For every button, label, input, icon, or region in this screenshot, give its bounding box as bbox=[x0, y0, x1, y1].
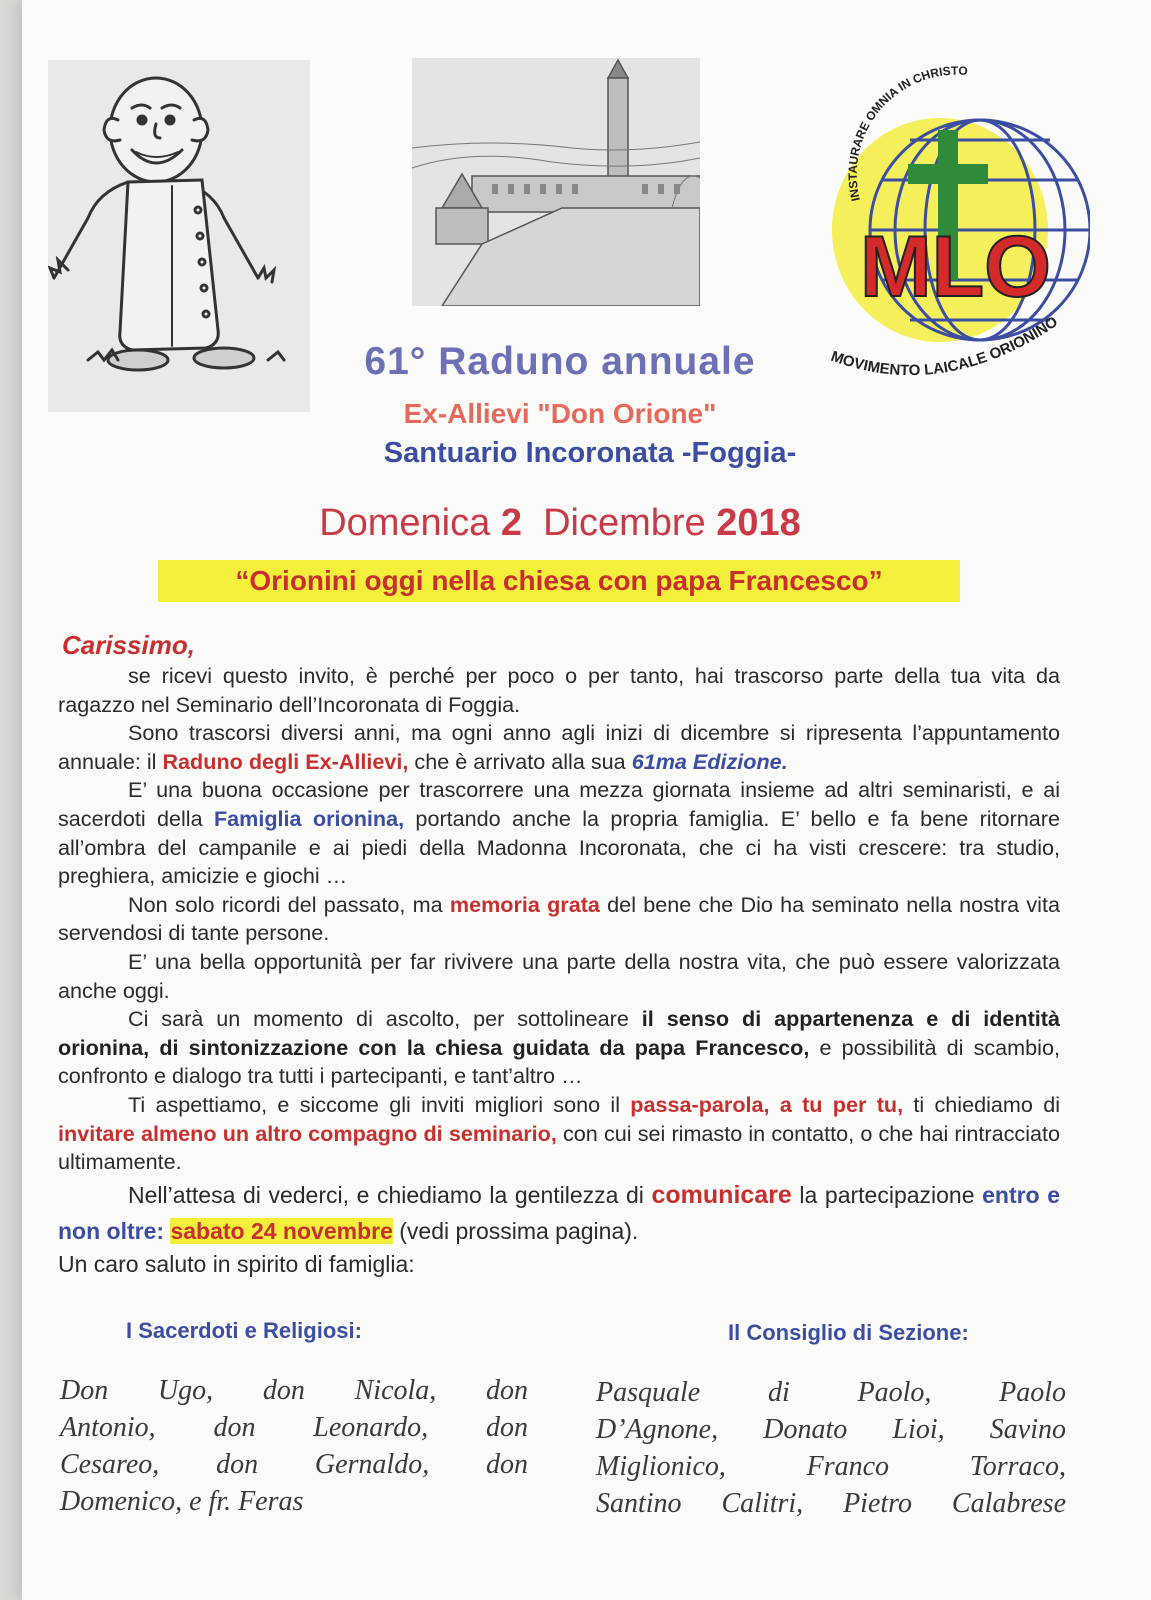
letter-body bbox=[58, 662, 1060, 1279]
event-subtitle: Ex-Allievi "Don Orione" bbox=[403, 398, 717, 429]
date-month: Dicembre bbox=[521, 502, 717, 544]
right-name-line: Pasquale di Paolo, Paolo bbox=[596, 1377, 1066, 1408]
logo-bottom-text: MOVIMENTO LAICALE ORIONINO bbox=[830, 313, 1061, 380]
logo-letters bbox=[860, 219, 1051, 315]
cartoon-priest-image bbox=[48, 60, 310, 412]
mlo-logo bbox=[830, 60, 1090, 400]
date-year: 2018 bbox=[716, 502, 801, 544]
paragraph-2: Sono trascorsi diversi anni, ma ogni anno agli inizi di dicembre si ripresenta l’appuntamento annuale: il Raduno degli Ex-Allievi, che è arrivato alla sua 61ma Edizione. bbox=[58, 720, 1060, 774]
paragraph-6: Ci sarà un momento di ascolto, per sottolineare il senso di appartenenza e di identità orionina, di sintonizzazione con la chiesa guidata da papa Francesco, e possibilità di scambio, confronto e dialogo tra tutti i partecipanti, e tant’altro … bbox=[58, 1006, 1061, 1089]
paragraph-7: Ti aspettiamo, e siccome gli inviti migliori sono il passa-parola, a tu per tu, ti chiediamo di invitare almeno un altro compagno di seminario, con cui sei rimasto in contatto, o che hai rintracciato ultimamente. bbox=[58, 1091, 1061, 1175]
right-name-line: Miglionico, Franco Torraco, bbox=[596, 1451, 1066, 1482]
motto-banner bbox=[158, 560, 960, 602]
date-prefix: Domenica bbox=[319, 502, 501, 544]
right-name-line: D’Agnone, Donato Lioi, Savino bbox=[596, 1414, 1066, 1445]
signatures-left-names bbox=[60, 1372, 528, 1520]
left-name-line: Antonio, don Leonardo, don bbox=[60, 1412, 528, 1443]
left-name-line: Domenico, e fr. Feras bbox=[60, 1486, 304, 1517]
paragraph-1: se ricevi questo invito, è perché per poco o per tanto, hai trascorso parte della tua vita da ragazzo nel Seminario dell’Incoronata di Foggia. bbox=[58, 663, 1060, 717]
paragraph-8: Nell’attesa di vederci, e chiediamo la gentilezza di comunicare la partecipazione entro e non oltre: sabato 24 novembre (vedi prossima pagina). bbox=[58, 1180, 1060, 1244]
salutation: Carissimo, bbox=[62, 630, 195, 660]
left-name-line: Don Ugo, don Nicola, don bbox=[60, 1375, 528, 1406]
date-day: 2 bbox=[500, 502, 522, 544]
signatures-right-title: Il Consiglio di Sezione: bbox=[728, 1320, 969, 1345]
sanctuary-sketch-image bbox=[412, 58, 700, 306]
event-place: Santuario Incoronata -Foggia- bbox=[383, 437, 797, 469]
paragraph-4: Non solo ricordi del passato, ma memoria grata del bene che Dio ha seminato nella nostra vita servendosi di tante persone. bbox=[58, 891, 1060, 946]
motto-text: “Orionini oggi nella chiesa con papa Francesco” bbox=[235, 565, 883, 596]
event-title: 61° Raduno annuale bbox=[364, 340, 756, 383]
paragraph-5: E’ una bella opportunità per far rivivere una parte della nostra vita, che può essere valorizzata anche oggi. bbox=[58, 948, 1060, 1003]
svg-text:MLO: MLO bbox=[860, 219, 1052, 315]
event-date bbox=[160, 502, 960, 545]
signatures-left-title: I Sacerdoti e Religiosi: bbox=[126, 1318, 362, 1343]
paragraph-closing: Un caro saluto in spirito di famiglia: bbox=[58, 1250, 415, 1277]
left-name-line: Cesareo, don Gernaldo, don bbox=[60, 1449, 528, 1480]
signatures-right-names bbox=[596, 1374, 1066, 1522]
paragraph-3: E’ una buona occasione per trascorrere una mezza giornata insieme ad altri seminaristi, e ai sacerdoti della Famiglia orionina, portando anche la propria famiglia. E’ bello e fa bene ritornare all’ombra del campanile e ai piedi della Madonna Incoronata, che ci ha visti crescere: tra studio, preghiera, amicizie e giochi … bbox=[58, 777, 1060, 889]
page-edge bbox=[0, 0, 22, 1600]
logo-top-text: INSTAURARE OMNIA IN CHRISTO bbox=[845, 63, 969, 203]
right-name-line: Santino Calitri, Pietro Calabrese bbox=[596, 1488, 1066, 1519]
